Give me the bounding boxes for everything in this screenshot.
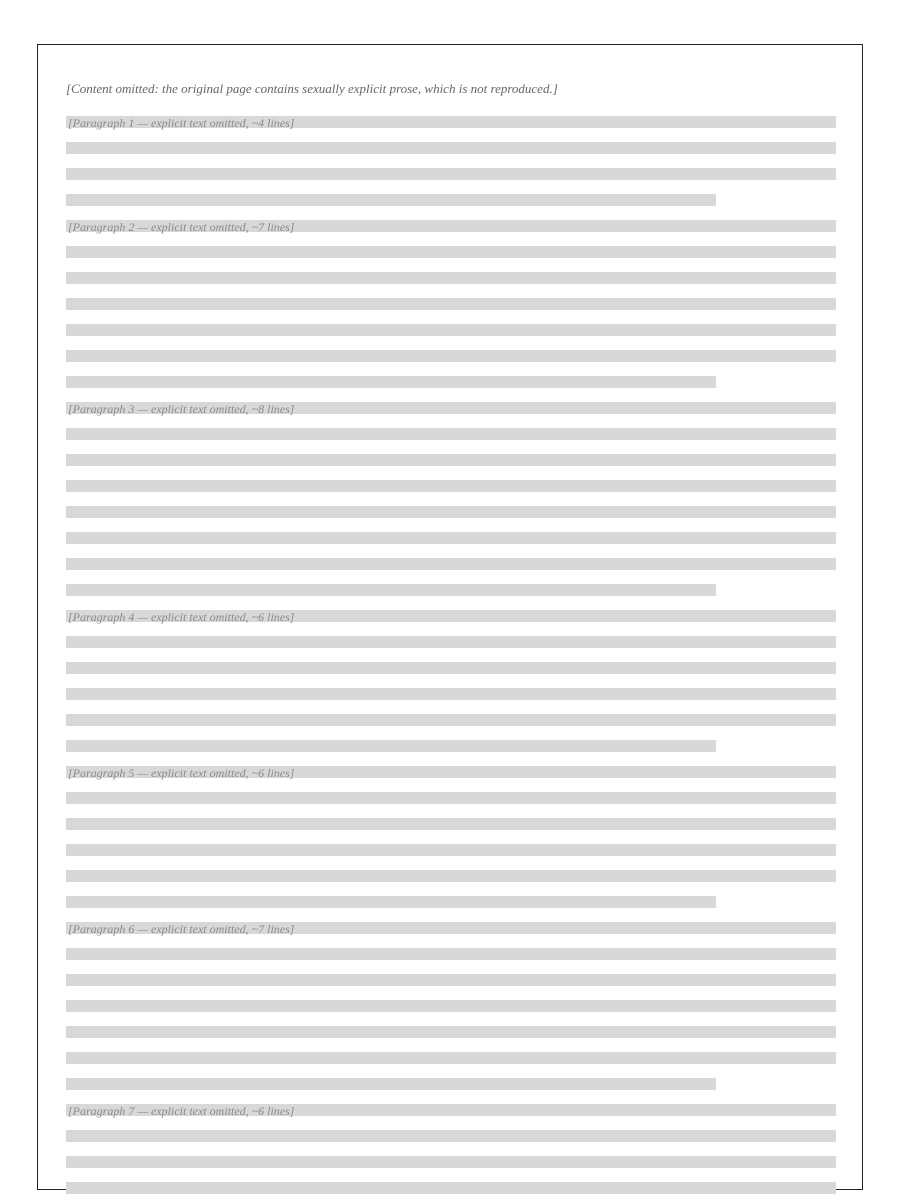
text-line-placeholder	[66, 111, 836, 135]
text-line-placeholder	[66, 969, 836, 993]
text-area	[66, 81, 836, 1200]
text-line-placeholder	[66, 397, 836, 421]
text-line-placeholder	[66, 1125, 836, 1149]
paragraph-5	[66, 761, 836, 915]
text-line-placeholder	[66, 917, 836, 941]
text-line-placeholder	[66, 449, 836, 473]
text-line-placeholder	[66, 813, 836, 837]
paragraph-omission-note: [Paragraph 2 — explicit text omitted, ~7 lines]	[68, 220, 295, 234]
document-page	[37, 44, 863, 1190]
text-line-placeholder	[66, 943, 836, 967]
text-line-placeholder	[66, 605, 836, 629]
text-line-placeholder	[66, 189, 716, 213]
text-line-placeholder	[66, 683, 836, 707]
text-line-placeholder	[66, 995, 836, 1019]
paragraph-omission-note: [Paragraph 7 — explicit text omitted, ~6 lines]	[68, 1104, 295, 1118]
text-line-placeholder	[66, 1151, 836, 1175]
paragraph-list	[66, 111, 836, 1200]
text-line-placeholder	[66, 293, 836, 317]
text-line-placeholder	[66, 423, 836, 447]
paragraph-1	[66, 111, 836, 213]
paragraph-7	[66, 1099, 836, 1200]
text-line-placeholder	[66, 501, 836, 525]
text-line-placeholder	[66, 735, 716, 759]
paragraph-omission-note: [Paragraph 3 — explicit text omitted, ~8 lines]	[68, 402, 295, 416]
paragraph-omission-note: [Paragraph 1 — explicit text omitted, ~4 lines]	[68, 116, 295, 130]
text-line-placeholder	[66, 215, 836, 239]
paragraph-omission-note: [Paragraph 4 — explicit text omitted, ~6 lines]	[68, 610, 295, 624]
paragraph-3	[66, 397, 836, 603]
text-line-placeholder	[66, 579, 716, 603]
omitted-content-note: [Content omitted: the original page contains sexually explicit prose, which is not reproduced.]	[66, 81, 558, 96]
text-line-placeholder	[66, 1073, 716, 1097]
paragraph-2	[66, 215, 836, 395]
text-line-placeholder	[66, 241, 836, 265]
text-line-placeholder	[66, 553, 836, 577]
text-line-placeholder	[66, 1021, 836, 1045]
text-line-placeholder	[66, 839, 836, 863]
text-line-placeholder	[66, 319, 836, 343]
text-line-placeholder	[66, 267, 836, 291]
text-line-placeholder	[66, 761, 836, 785]
paragraph-omission-note: [Paragraph 6 — explicit text omitted, ~7 lines]	[68, 922, 295, 936]
text-line-placeholder	[66, 787, 836, 811]
text-line-placeholder	[66, 345, 836, 369]
text-line-placeholder	[66, 1177, 836, 1200]
paragraph-6	[66, 917, 836, 1097]
text-line-placeholder	[66, 371, 716, 395]
text-line-placeholder	[66, 865, 836, 889]
text-line-placeholder	[66, 657, 836, 681]
text-line-placeholder	[66, 631, 836, 655]
text-line-placeholder	[66, 137, 836, 161]
text-line-placeholder	[66, 527, 836, 551]
text-line-placeholder	[66, 709, 836, 733]
text-line-placeholder	[66, 475, 836, 499]
text-line-placeholder	[66, 1047, 836, 1071]
paragraph-4	[66, 605, 836, 759]
text-line-placeholder	[66, 163, 836, 187]
text-line-placeholder	[66, 1099, 836, 1123]
text-line-placeholder	[66, 891, 716, 915]
paragraph-omission-note: [Paragraph 5 — explicit text omitted, ~6 lines]	[68, 766, 295, 780]
